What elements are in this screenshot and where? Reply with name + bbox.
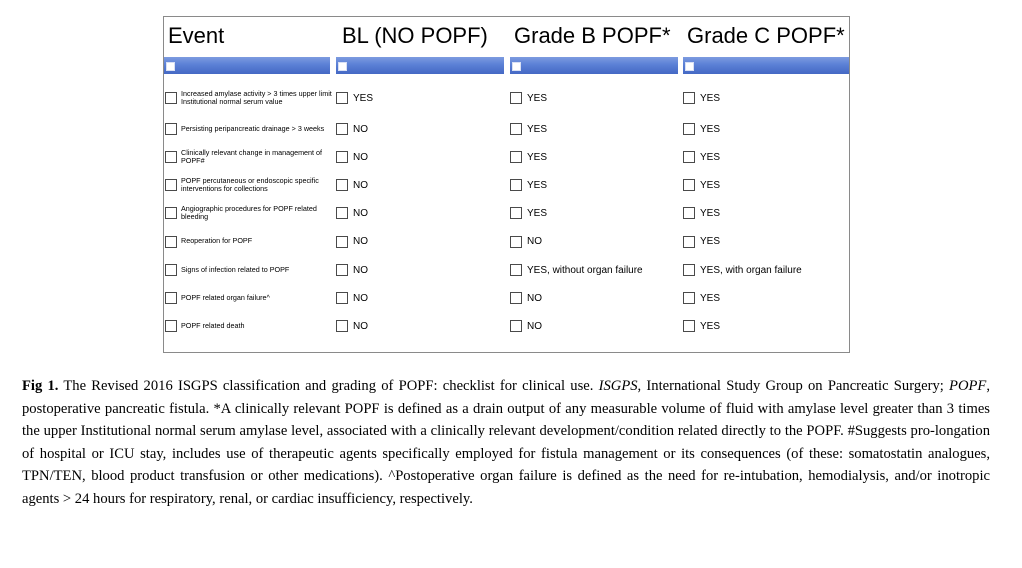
event-cell [165, 312, 335, 340]
grade-c-checkbox[interactable] [683, 236, 695, 248]
caption-abbr-popf: POPF [949, 378, 987, 394]
event-cell [165, 81, 335, 115]
bl-value: NO [353, 179, 368, 191]
grade-c-checkbox[interactable] [683, 264, 695, 276]
event-cell [165, 284, 335, 312]
table-row [164, 284, 849, 312]
event-checkbox[interactable] [165, 292, 177, 304]
event-checkbox[interactable] [165, 92, 177, 104]
grade-b-checkbox[interactable] [510, 236, 522, 248]
caption-label: Fig 1. [22, 378, 59, 394]
bl-value: NO [353, 264, 368, 276]
bl-cell [336, 284, 368, 312]
event-label: Increased amylase activity > 3 times upper limit Institutional normal serum value [181, 88, 332, 106]
figure-caption [22, 375, 990, 511]
header-bl: BL (NO POPF) [342, 23, 488, 48]
event-label: POPF related death [181, 320, 245, 330]
bl-checkbox[interactable] [336, 207, 348, 219]
grade-c-checkbox[interactable] [683, 92, 695, 104]
grade-b-value: YES, without organ failure [527, 264, 643, 276]
event-label: Angiographic procedures for POPF related bleeding [181, 203, 317, 221]
grade-c-cell [683, 143, 720, 171]
grade-b-cell [510, 81, 547, 115]
event-checkbox[interactable] [165, 236, 177, 248]
grade-c-checkbox[interactable] [683, 179, 695, 191]
grade-b-cell [510, 115, 547, 143]
bl-checkbox[interactable] [336, 320, 348, 332]
table-row [164, 312, 849, 340]
grade-b-value: YES [527, 123, 548, 135]
grade-c-value: YES [700, 179, 721, 191]
header-grade-c: Grade C POPF* [687, 23, 845, 48]
event-checkbox[interactable] [165, 320, 177, 332]
event-cell [165, 227, 335, 256]
event-checkbox[interactable] [165, 264, 177, 276]
grade-c-value: YES [700, 236, 721, 247]
event-cell [165, 171, 335, 199]
grade-b-cell [510, 284, 542, 312]
event-label: Clinically relevant change in management of POPF# [181, 147, 323, 165]
popf-checklist-figure [163, 16, 850, 353]
grade-c-value: YES [700, 207, 721, 219]
bl-cell [336, 143, 368, 171]
bl-value: NO [353, 320, 368, 332]
bl-checkbox[interactable] [336, 92, 348, 104]
bl-checkbox[interactable] [336, 179, 348, 191]
event-checkbox[interactable] [165, 151, 177, 163]
grade-c-cell [683, 312, 720, 340]
bl-cell [336, 256, 368, 284]
bl-cell [336, 81, 373, 115]
grade-b-checkbox[interactable] [510, 207, 522, 219]
header-checkbox-grade-c[interactable] [685, 62, 694, 71]
grade-b-checkbox[interactable] [510, 264, 522, 276]
grade-c-cell [683, 284, 720, 312]
event-cell [165, 115, 335, 143]
grade-c-value: YES [700, 151, 721, 163]
bl-value: NO [353, 292, 368, 304]
event-label: Persisting peripancreatic drainage > 3 weeks [181, 123, 325, 133]
grade-b-checkbox[interactable] [510, 151, 522, 163]
header-checkbox-grade-b[interactable] [512, 62, 521, 71]
grade-c-value: YES [700, 320, 721, 332]
header-grade-b: Grade B POPF* [514, 23, 671, 48]
table-row [164, 115, 849, 143]
header-band-bl [336, 57, 504, 74]
bl-cell [336, 227, 368, 256]
grade-b-value: YES [527, 151, 548, 163]
bl-value: YES [353, 92, 374, 104]
table-row [164, 81, 849, 115]
grade-b-value: YES [527, 92, 548, 104]
bl-checkbox[interactable] [336, 151, 348, 163]
grade-b-cell [510, 227, 542, 256]
grade-b-cell [510, 143, 547, 171]
grade-c-checkbox[interactable] [683, 207, 695, 219]
grade-c-checkbox[interactable] [683, 292, 695, 304]
event-cell [165, 143, 335, 171]
bl-value: NO [353, 207, 368, 219]
table-row [164, 227, 849, 256]
grade-c-value: YES [700, 292, 721, 304]
grade-b-value: YES [527, 207, 548, 219]
bl-checkbox[interactable] [336, 292, 348, 304]
bl-checkbox[interactable] [336, 264, 348, 276]
header-event: Event [168, 23, 225, 48]
header-checkbox-event[interactable] [166, 62, 175, 71]
event-label: Reoperation for POPF [181, 236, 253, 246]
event-cell [165, 199, 335, 227]
grade-c-cell [683, 199, 720, 227]
grade-c-value: YES [700, 123, 721, 135]
bl-cell [336, 115, 368, 143]
event-cell [165, 256, 335, 284]
grade-c-checkbox[interactable] [683, 123, 695, 135]
grade-b-value: NO [527, 292, 542, 304]
bl-checkbox[interactable] [336, 236, 348, 248]
event-label: POPF percutaneous or endoscopic specific interventions for collections [181, 175, 319, 193]
table-row [164, 256, 849, 284]
grade-b-cell [510, 312, 542, 340]
table-row [164, 171, 849, 199]
grade-b-checkbox[interactable] [510, 179, 522, 191]
grade-c-value: YES [700, 92, 721, 104]
event-checkbox[interactable] [165, 123, 177, 135]
event-checkbox[interactable] [165, 207, 177, 219]
caption-abbr-isgps: ISGPS [598, 378, 638, 394]
header-band-grade-c [683, 57, 849, 74]
grade-b-cell [510, 199, 547, 227]
grade-b-checkbox[interactable] [510, 292, 522, 304]
header-band-event [164, 57, 330, 74]
bl-cell [336, 199, 368, 227]
caption-text-3: , postoperative pancreatic fistula. *A clinically relevant POPF is defined as a drain output of any measurable volume of fluid with amylase level greater than 3 times the upper Institutional normal serum amylase level, associated with a clinically relevant development/condition related directly to the POPF. #Suggests pro-longation of hospital or ICU stay, includes use of therapeutic agents specifically employed for fistula management or its consequences (of these: somatostatin analogues, TPN/TEN, blood product transfusion or other medications). ^Postoperative organ failure is defined as the need for re-intubation, hemodialysis, and/or inotropic agents > 24 hours for respiratory, renal, or cardiac insufficiency, respectively. [22, 378, 990, 507]
grade-b-checkbox[interactable] [510, 123, 522, 135]
grade-b-cell [510, 171, 547, 199]
grade-b-value: NO [527, 236, 542, 247]
event-label: POPF related organ failure^ [181, 292, 270, 302]
grade-c-checkbox[interactable] [683, 320, 695, 332]
event-label: Signs of infection related to POPF [181, 264, 290, 274]
caption-text-1: The Revised 2016 ISGPS classification and grading of POPF: checklist for clinical use. [58, 378, 599, 394]
grade-c-cell [683, 227, 720, 256]
grade-c-cell [683, 171, 720, 199]
grade-b-value: NO [527, 320, 542, 332]
event-checkbox[interactable] [165, 179, 177, 191]
grade-c-cell [683, 81, 720, 115]
bl-cell [336, 171, 368, 199]
header-band-grade-b [510, 57, 678, 74]
grade-c-value: YES, with organ failure [700, 264, 802, 276]
bl-value: NO [353, 123, 368, 135]
bl-value: NO [353, 236, 368, 247]
bl-cell [336, 312, 368, 340]
grade-b-checkbox[interactable] [510, 320, 522, 332]
caption-text-2: , International Study Group on Pancreatic Surgery; [637, 378, 950, 394]
grade-b-value: YES [527, 179, 548, 191]
table-row [164, 199, 849, 227]
grade-c-checkbox[interactable] [683, 151, 695, 163]
grade-b-checkbox[interactable] [510, 92, 522, 104]
bl-checkbox[interactable] [336, 123, 348, 135]
grade-c-cell [683, 115, 720, 143]
grade-c-cell [683, 256, 802, 284]
table-row [164, 143, 849, 171]
header-checkbox-bl[interactable] [338, 62, 347, 71]
grade-b-cell [510, 256, 643, 284]
bl-value: NO [353, 151, 368, 163]
